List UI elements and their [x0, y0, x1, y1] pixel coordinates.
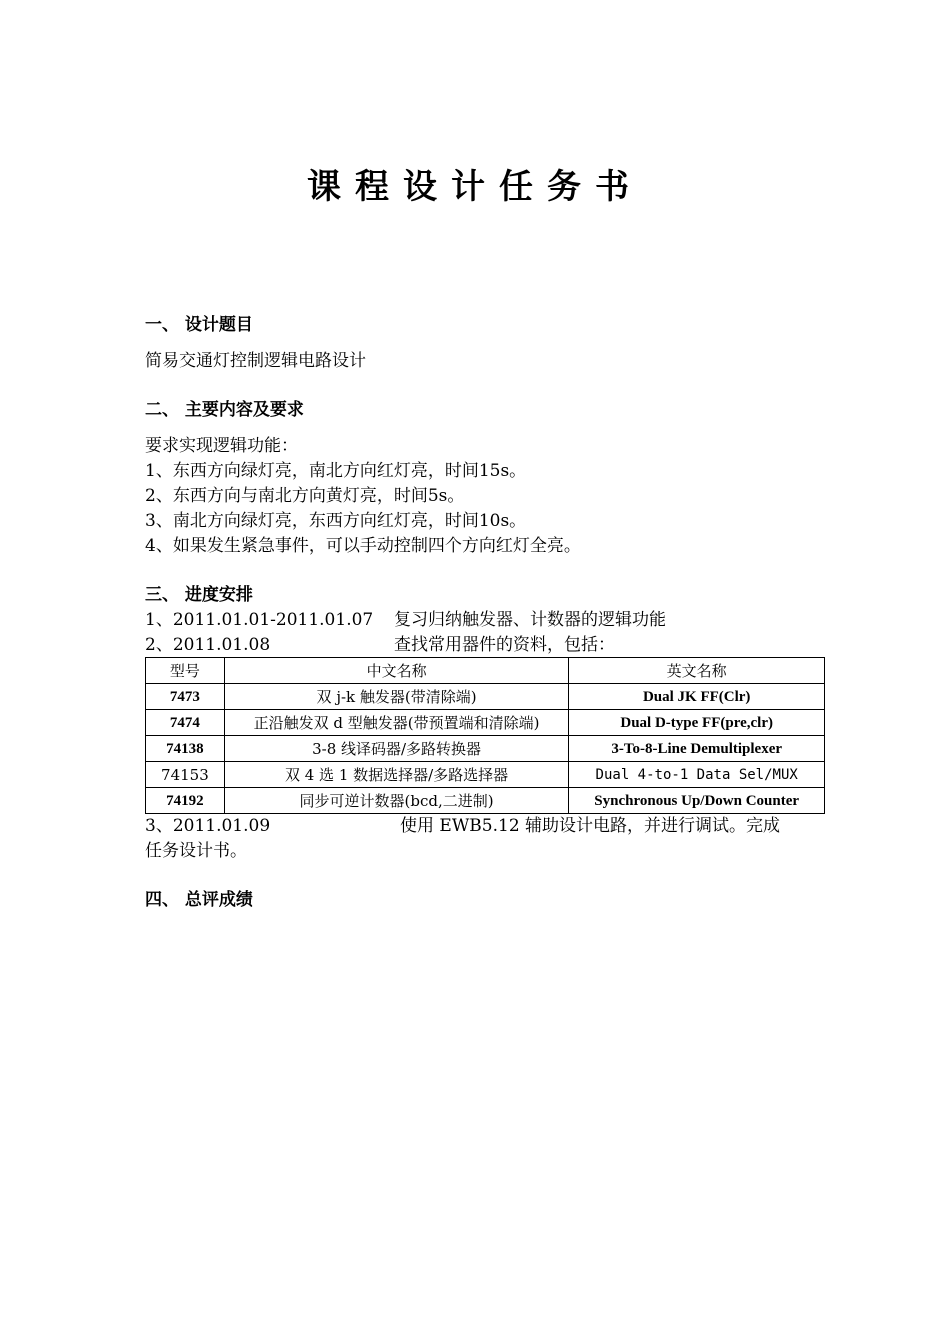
requirement-item-2: 2、东西方向与南北方向黄灯亮，时间5s。	[145, 486, 465, 506]
table-row	[146, 762, 825, 788]
section1-heading: 一、 设计题目	[145, 315, 253, 335]
schedule-step-1-date: 1、2011.01.01-2011.01.07	[145, 610, 374, 630]
table-row	[146, 788, 825, 814]
part-number: 74192	[146, 788, 225, 814]
section3-heading: 三、 进度安排	[145, 585, 253, 605]
part-name-en: Dual JK FF(Clr)	[569, 684, 825, 710]
schedule-step-3-date: 3、2011.01.09	[145, 816, 271, 836]
part-number: 7473	[146, 684, 225, 710]
part-number: 74138	[146, 736, 225, 762]
component-table	[145, 657, 825, 814]
column-header: 英文名称	[569, 658, 825, 684]
requirement-item-3: 3、南北方向绿灯亮，东西方向红灯亮，时间10s。	[145, 511, 527, 531]
table-row	[146, 710, 825, 736]
table-header-row	[146, 658, 825, 684]
section2-heading: 二、 主要内容及要求	[145, 400, 304, 420]
page-title: 课程设计任务书	[307, 167, 643, 207]
part-number: 7474	[146, 710, 225, 736]
part-number: 74153	[146, 762, 225, 788]
section4-heading: 四、 总评成绩	[145, 890, 253, 910]
schedule-step-3-text: 使用 EWB5.12 辅助设计电路，并进行调试。完成	[400, 816, 781, 836]
part-name-cn: 3-8 线译码器/多路转换器	[224, 736, 569, 762]
part-name-cn: 双 j-k 触发器(带清除端)	[224, 684, 569, 710]
section2-intro: 要求实现逻辑功能：	[145, 436, 298, 456]
schedule-step-3-text-cont: 任务设计书。	[145, 841, 247, 861]
column-header: 中文名称	[224, 658, 569, 684]
table-row	[146, 684, 825, 710]
part-name-cn: 正沿触发双 d 型触发器(带预置端和清除端)	[224, 710, 569, 736]
part-name-en: 3-To-8-Line Demultiplexer	[569, 736, 825, 762]
schedule-step-2-date: 2、2011.01.08	[145, 635, 271, 655]
part-name-en: Synchronous Up/Down Counter	[569, 788, 825, 814]
table-row	[146, 736, 825, 762]
part-name-cn: 同步可逆计数器(bcd,二进制)	[224, 788, 569, 814]
part-name-cn: 双 4 选 1 数据选择器/多路选择器	[224, 762, 569, 788]
part-name-en: Dual D-type FF(pre,clr)	[569, 710, 825, 736]
section1-text: 简易交通灯控制逻辑电路设计	[145, 351, 366, 371]
schedule-step-1-text: 复习归纳触发器、计数器的逻辑功能	[394, 610, 666, 630]
column-header: 型号	[146, 658, 225, 684]
schedule-step-2-text: 查找常用器件的资料，包括：	[394, 635, 615, 655]
requirement-item-1: 1、东西方向绿灯亮，南北方向红灯亮，时间15s。	[145, 461, 527, 481]
requirement-item-4: 4、如果发生紧急事件，可以手动控制四个方向红灯全亮。	[145, 536, 581, 556]
part-name-en: Dual 4-to-1 Data Sel/MUX	[569, 762, 825, 788]
